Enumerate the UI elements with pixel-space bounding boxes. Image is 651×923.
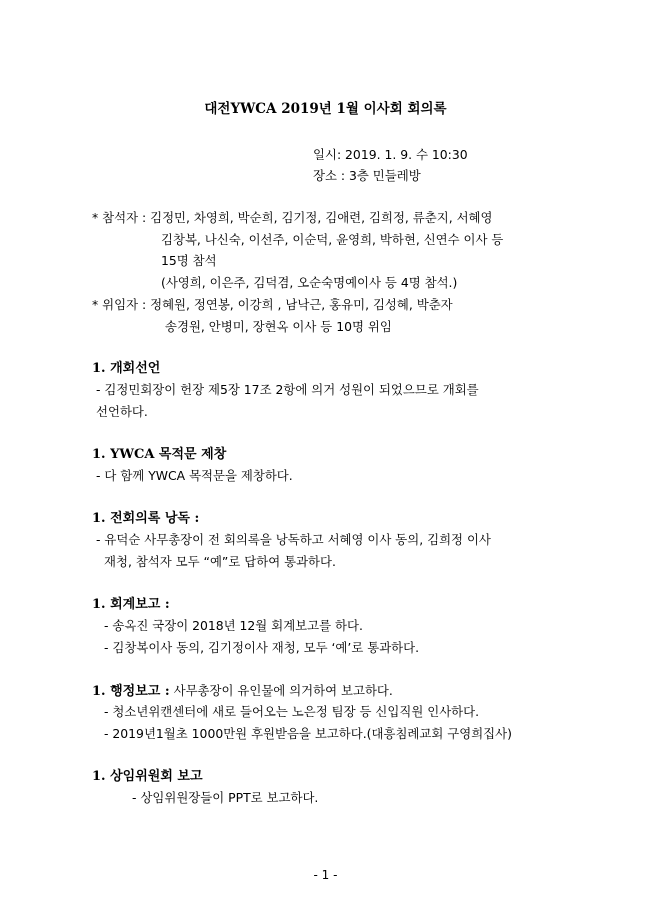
- section-accounting-line-2: - 김창복이사 동의, 김기정이사 재청, 모두 ‘예’로 통과하다.: [104, 640, 420, 655]
- document-title: 대전YWCA 2019년 1월 이사회 회의록: [204, 101, 447, 117]
- section-admin-heading: 1. 행정보고 :: [92, 684, 170, 699]
- section-opening-line-2: 선언하다.: [96, 404, 148, 419]
- section-purpose-heading: 1. YWCA 목적문 제창: [92, 447, 227, 462]
- section-opening-heading: 1. 개회선언: [92, 361, 161, 376]
- delegates-line-2: 송경원, 안병미, 장현옥 이사 등 10명 위임: [165, 319, 392, 334]
- section-minutes-heading: 1. 전회의록 낭독 :: [92, 511, 200, 526]
- attendees-line-3: 15명 참석: [161, 253, 217, 268]
- meeting-date: 일시: 2019. 1. 9. 수 10:30: [313, 147, 468, 162]
- attendees-line-2: 김창복, 나신숙, 이선주, 이순덕, 윤영희, 박하현, 신연수 이사 등: [161, 232, 504, 247]
- page-number: - 1 -: [313, 868, 338, 882]
- attendees-line-1: * 참석자 : 김정민, 차영희, 박순희, 김기정, 김애련, 김희정, 류춘지, 서혜영: [92, 210, 493, 225]
- attendees-line-4: (사영희, 이은주, 김덕겸, 오순숙명예이사 등 4명 참석.): [161, 275, 458, 290]
- meeting-place: 장소 : 3층 민들레방: [313, 168, 421, 183]
- section-admin-heading-rest: 사무총장이 유인물에 의거하여 보고하다.: [173, 683, 393, 698]
- section-minutes-line-2: 재청, 참석자 모두 “예”로 답하여 통과하다.: [104, 554, 336, 569]
- section-admin-line-1: - 청소년위캔센터에 새로 들어오는 노은정 팀장 등 신입직원 인사하다.: [104, 704, 480, 719]
- section-admin-line-2: - 2019년1월초 1000만원 후원받음을 보고하다.(대흥침례교회 구영희집사): [104, 726, 512, 741]
- section-committee-line-1: - 상임위원장들이 PPT로 보고하다.: [132, 790, 319, 805]
- section-admin-heading-row: [92, 682, 393, 701]
- section-purpose-line-1: - 다 함께 YWCA 목적문을 제창하다.: [96, 468, 293, 483]
- section-committee-heading: 1. 상임위원회 보고: [92, 769, 203, 784]
- delegates-line-1: * 위임자 : 정혜원, 정연봉, 이강희 , 남낙근, 홍유미, 김성혜, 박춘자: [92, 297, 453, 312]
- section-minutes-line-1: - 유덕순 사무총장이 전 회의록을 낭독하고 서혜영 이사 동의, 김희정 이사: [96, 532, 491, 547]
- section-opening-line-1: - 김정민회장이 헌장 제5장 17조 2항에 의거 성원이 되었으므로 개회를: [96, 382, 479, 397]
- section-accounting-line-1: - 송옥진 국장이 2018년 12월 회계보고를 하다.: [104, 618, 363, 633]
- section-accounting-heading: 1. 회계보고 :: [92, 597, 170, 612]
